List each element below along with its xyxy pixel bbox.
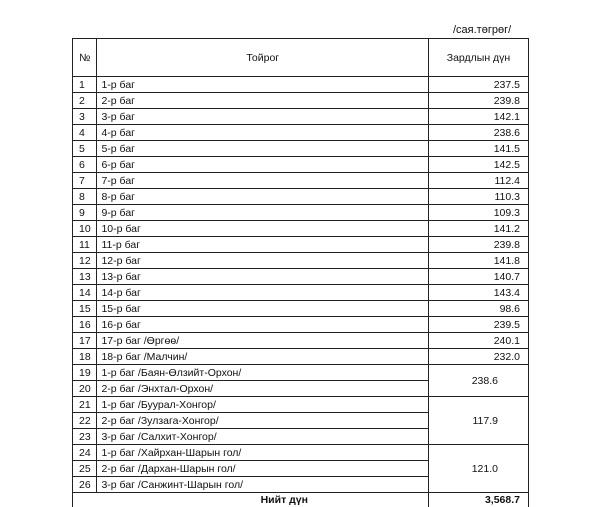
row-name: 17-р баг /Өргөө/	[97, 333, 429, 349]
table-row	[73, 237, 529, 253]
row-value: 141.2	[429, 221, 529, 237]
row-number: 23	[73, 429, 97, 445]
table-row	[73, 269, 529, 285]
row-number: 2	[73, 93, 97, 109]
row-name: 2-р баг /Энхтал-Орхон/	[97, 381, 429, 397]
row-name: 12-р баг	[97, 253, 429, 269]
expense-table	[72, 38, 529, 507]
table-row	[73, 317, 529, 333]
table-row	[73, 445, 529, 461]
row-name: 18-р баг /Малчин/	[97, 349, 429, 365]
row-value: 238.6	[429, 125, 529, 141]
row-number: 21	[73, 397, 97, 413]
row-number: 18	[73, 349, 97, 365]
row-value: 110.3	[429, 189, 529, 205]
table-row	[73, 285, 529, 301]
row-name: 3-р баг	[97, 109, 429, 125]
row-value: 237.5	[429, 77, 529, 93]
row-name: 15-р баг	[97, 301, 429, 317]
table-header-row	[73, 39, 529, 77]
row-value: 112.4	[429, 173, 529, 189]
row-name: 3-р баг /Салхит-Хонгор/	[97, 429, 429, 445]
row-number: 26	[73, 477, 97, 493]
table-row	[73, 189, 529, 205]
row-name: 1-р баг /Буурал-Хонгор/	[97, 397, 429, 413]
unit-label: /сая.төгрөг/	[453, 24, 511, 36]
row-value: 109.3	[429, 205, 529, 221]
table-row	[73, 397, 529, 413]
row-number: 13	[73, 269, 97, 285]
row-number: 10	[73, 221, 97, 237]
row-value: 239.8	[429, 93, 529, 109]
group-value: 117.9	[429, 397, 529, 445]
row-value: 143.4	[429, 285, 529, 301]
row-name: 7-р баг	[97, 173, 429, 189]
row-number: 3	[73, 109, 97, 125]
row-number: 4	[73, 125, 97, 141]
row-value: 142.1	[429, 109, 529, 125]
table-row	[73, 173, 529, 189]
row-number: 9	[73, 205, 97, 221]
header-value: Зардлын дүн	[429, 39, 529, 77]
row-name: 1-р баг /Баян-Өлзийт-Орхон/	[97, 365, 429, 381]
row-value: 239.5	[429, 317, 529, 333]
row-value: 232.0	[429, 349, 529, 365]
table-row	[73, 141, 529, 157]
row-name: 14-р баг	[97, 285, 429, 301]
table-row	[73, 365, 529, 381]
row-number: 6	[73, 157, 97, 173]
row-value: 141.8	[429, 253, 529, 269]
header-no: №	[73, 39, 97, 77]
row-number: 24	[73, 445, 97, 461]
table-row	[73, 157, 529, 173]
row-number: 19	[73, 365, 97, 381]
row-name: 3-р баг /Санжинт-Шарын гол/	[97, 477, 429, 493]
total-row	[73, 493, 529, 507]
row-name: 6-р баг	[97, 157, 429, 173]
table-row	[73, 301, 529, 317]
row-name: 13-р баг	[97, 269, 429, 285]
row-name: 11-р баг	[97, 237, 429, 253]
row-name: 8-р баг	[97, 189, 429, 205]
table-row	[73, 221, 529, 237]
row-name: 1-р баг	[97, 77, 429, 93]
row-name: 2-р баг /Зулзага-Хонгор/	[97, 413, 429, 429]
table-row	[73, 205, 529, 221]
row-number: 16	[73, 317, 97, 333]
row-number: 1	[73, 77, 97, 93]
table-row	[73, 77, 529, 93]
row-number: 25	[73, 461, 97, 477]
table-row	[73, 93, 529, 109]
row-number: 15	[73, 301, 97, 317]
table-row	[73, 349, 529, 365]
table-row	[73, 109, 529, 125]
row-name: 4-р баг	[97, 125, 429, 141]
row-name: 2-р баг /Дархан-Шарын гол/	[97, 461, 429, 477]
table-body	[73, 77, 529, 507]
row-name: 1-р баг /Хайрхан-Шарын гол/	[97, 445, 429, 461]
row-name: 10-р баг	[97, 221, 429, 237]
group-value: 238.6	[429, 365, 529, 397]
row-value: 239.8	[429, 237, 529, 253]
row-number: 7	[73, 173, 97, 189]
row-value: 98.6	[429, 301, 529, 317]
header-name: Тойрог	[97, 39, 429, 77]
row-value: 142.5	[429, 157, 529, 173]
row-name: 2-р баг	[97, 93, 429, 109]
row-number: 11	[73, 237, 97, 253]
row-value: 140.7	[429, 269, 529, 285]
row-number: 12	[73, 253, 97, 269]
row-value: 141.5	[429, 141, 529, 157]
row-number: 5	[73, 141, 97, 157]
table-row	[73, 125, 529, 141]
row-number: 8	[73, 189, 97, 205]
row-name: 16-р баг	[97, 317, 429, 333]
row-value: 240.1	[429, 333, 529, 349]
row-number: 20	[73, 381, 97, 397]
row-number: 22	[73, 413, 97, 429]
table-row	[73, 253, 529, 269]
row-name: 5-р баг	[97, 141, 429, 157]
row-name: 9-р баг	[97, 205, 429, 221]
total-value: 3,568.7	[429, 493, 529, 507]
row-number: 14	[73, 285, 97, 301]
group-value: 121.0	[429, 445, 529, 493]
table-row	[73, 333, 529, 349]
total-label: Нийт дүн	[73, 493, 429, 507]
row-number: 17	[73, 333, 97, 349]
